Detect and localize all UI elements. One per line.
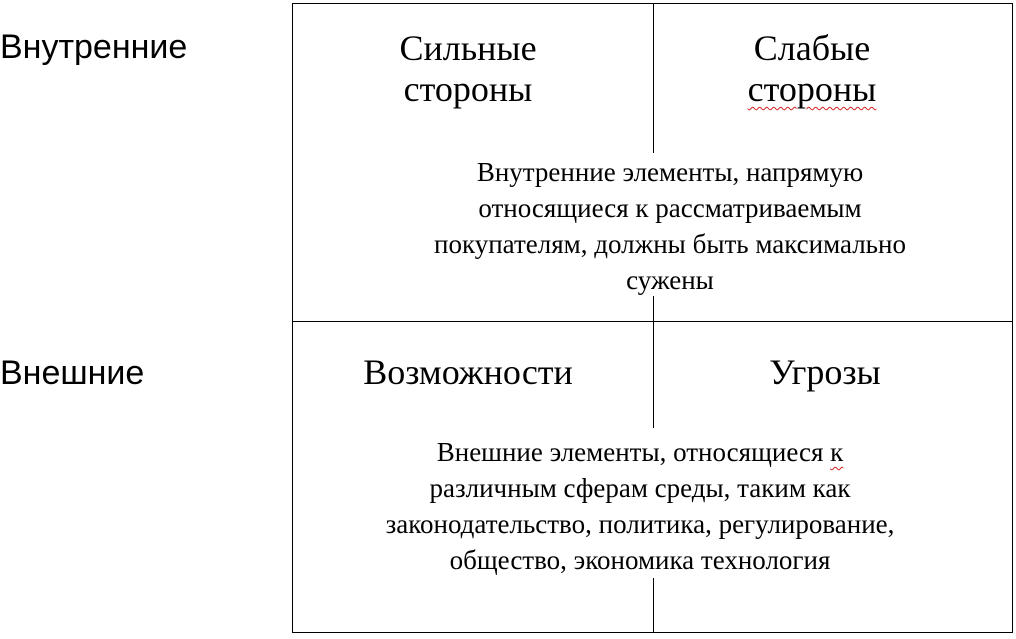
grid-vertical-divider-mid-lower: [653, 322, 654, 428]
weaknesses-title-line2: [712, 69, 912, 110]
row-label-internal: Внутренние: [0, 28, 188, 66]
external-description-line1-tail: к: [830, 437, 844, 467]
internal-description-line2: относящиеся к рассматриваемым: [478, 193, 862, 223]
internal-description-line1: Внутренние элементы, напрямую: [476, 157, 864, 187]
grid-vertical-divider-bottom: [653, 578, 654, 633]
strengths-title-line2: стороны: [403, 69, 533, 109]
external-description-line1-main: Внешние элементы, относящиеся: [436, 437, 824, 467]
external-description-line4: общество, экономика технология: [449, 545, 831, 575]
weaknesses-title-line2-text: стороны: [747, 69, 877, 109]
quadrant-threats-title: Угрозы: [769, 352, 881, 392]
external-description: [300, 434, 980, 578]
quadrant-opportunities-title: Возможности: [363, 352, 573, 392]
external-description-line3: законодательство, политика, регулирование,: [385, 509, 895, 539]
external-description-line2: различным сферам среды, таким как: [429, 473, 851, 503]
external-description-line1: [300, 434, 980, 470]
row-label-external: Внешние: [0, 354, 145, 392]
weaknesses-title-line1: Слабые: [753, 28, 871, 68]
quadrant-weaknesses-title: [712, 28, 912, 110]
internal-description-line4: сужены: [626, 265, 714, 295]
internal-description-line3: покупателям, должны быть максимально: [434, 229, 906, 259]
grid-vertical-divider-mid-upper: [653, 296, 654, 322]
grid-vertical-divider-top: [653, 3, 654, 153]
strengths-title-line1: Сильные: [399, 28, 537, 68]
internal-description: [330, 154, 1010, 298]
quadrant-strengths-title: [368, 28, 568, 110]
